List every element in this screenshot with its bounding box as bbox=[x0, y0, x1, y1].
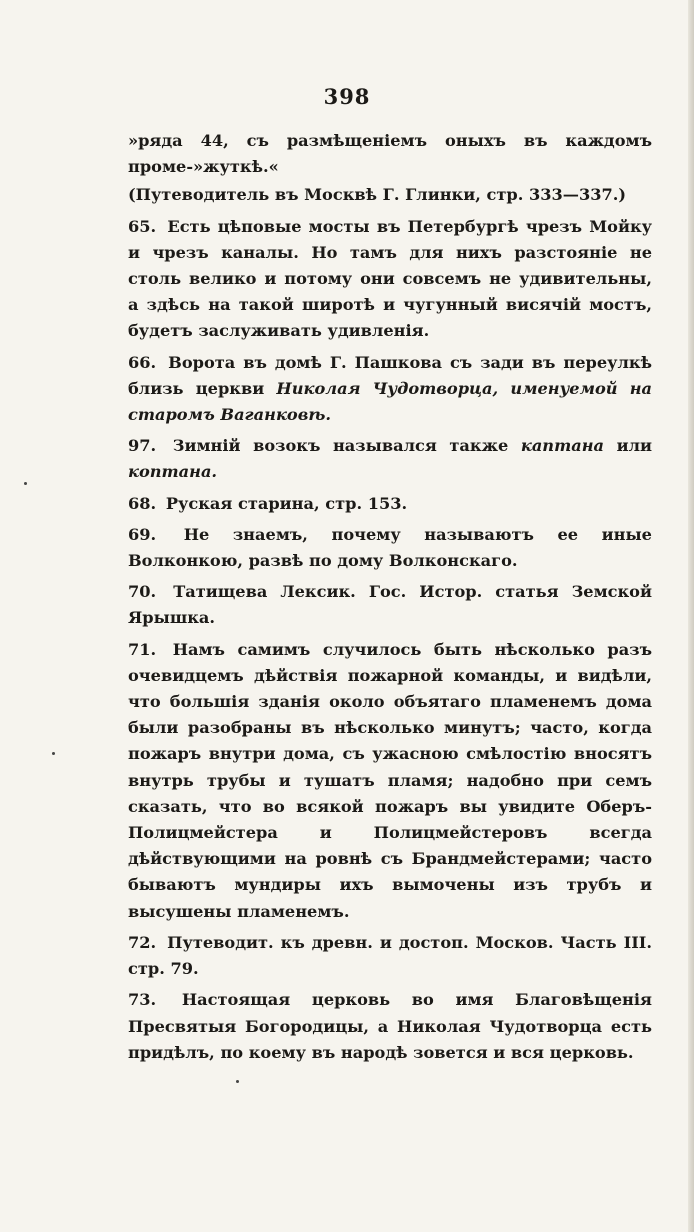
note-text: Не знаемъ, почему называютъ ее иные Волконкою, развѣ по дому Волконскаго. bbox=[128, 524, 652, 571]
note-text: Зимній возокъ назывался также bbox=[172, 436, 509, 456]
note-text: Есть цѣповые мосты въ Петербургѣ чрезъ Мойку и чрезъ каналы. Но тамъ для нихъ разстояніе не столь велико и потому они совсемъ не удивительны, а здѣсь на такой широтѣ и чугунный висячій мостъ, будетъ заслуживать удивленія. bbox=[128, 216, 653, 341]
note-text: Ворота въ домѣ Г. Пашкова съ зади въ переулкѣ близь церкви bbox=[128, 352, 653, 398]
page-edge bbox=[688, 0, 694, 1232]
note-number: 66. bbox=[128, 352, 157, 372]
note-66 bbox=[128, 350, 652, 429]
page-number: 398 bbox=[323, 84, 371, 109]
note-text: Настоящая церковь во имя Благовѣщенія Пресвятыя Богородицы, а Николая Чудотворца есть придѣлъ, по коему въ народѣ зовется и вся церковь. bbox=[128, 990, 653, 1062]
notes-block bbox=[128, 128, 652, 1071]
note-68 bbox=[128, 491, 652, 517]
note-text: Руская старина, стр. 153. bbox=[165, 493, 408, 513]
note-text: (Путеводитель въ Москвѣ Г. Глинки, стр. 333—337.) bbox=[128, 185, 627, 205]
note-text: или bbox=[616, 436, 653, 456]
note-text: »ряда 44, съ размѣщеніемъ оныхъ въ каждомъ проме-»жуткѣ.« bbox=[128, 131, 652, 177]
note-number: 65. bbox=[128, 216, 157, 236]
note-97 bbox=[128, 433, 652, 485]
note-source-reference bbox=[128, 182, 652, 208]
ink-speck bbox=[24, 482, 27, 485]
note-quote-continuation bbox=[128, 128, 652, 180]
note-72 bbox=[128, 930, 652, 982]
note-number: 73. bbox=[128, 990, 157, 1010]
note-71 bbox=[128, 637, 652, 925]
note-number: 69. bbox=[128, 524, 157, 544]
note-number: 71. bbox=[128, 639, 157, 659]
note-text: Намъ самимъ случилось быть нѣсколько разъ очевидцемъ дѣйствія пожарной команды, и видѣли, что большія зданія около объятаго пламенемъ дома были разобраны въ нѣсколько минутъ; часто, когда пожаръ внутри дома, съ ужасною смѣлостію вносятъ внутрь трубы и тушатъ пламя; надобно при семъ сказать, что во всякой пожаръ вы увидите Оберъ-Полицмейстера и Полицмейстеровъ всегда дѣйствующими на ровнѣ съ Брандмейстерами; часто бываютъ мундиры ихъ вымочены изъ трубъ и высушены пламенемъ. bbox=[128, 639, 652, 921]
note-number: 68. bbox=[128, 493, 157, 513]
note-70 bbox=[128, 579, 652, 631]
note-italic-text: Николая Чудотворца, именуемой на старомъ Ваганковѣ. bbox=[128, 378, 652, 425]
ink-speck bbox=[236, 1080, 239, 1083]
note-text: Путеводит. къ древн. и достоп. Москов. Часть III. стр. 79. bbox=[128, 932, 653, 979]
note-65 bbox=[128, 214, 652, 345]
note-69 bbox=[128, 522, 652, 574]
ink-speck bbox=[52, 752, 55, 755]
note-number: 70. bbox=[128, 582, 157, 602]
note-number: 97. bbox=[128, 436, 157, 456]
note-number: 72. bbox=[128, 932, 157, 952]
note-italic-text: каптана bbox=[520, 436, 604, 456]
note-73 bbox=[128, 987, 652, 1066]
note-italic-text: коптана. bbox=[128, 462, 218, 482]
note-text: Татищева Лексик. Гос. Истор. статья Земской Ярышка. bbox=[128, 582, 652, 628]
